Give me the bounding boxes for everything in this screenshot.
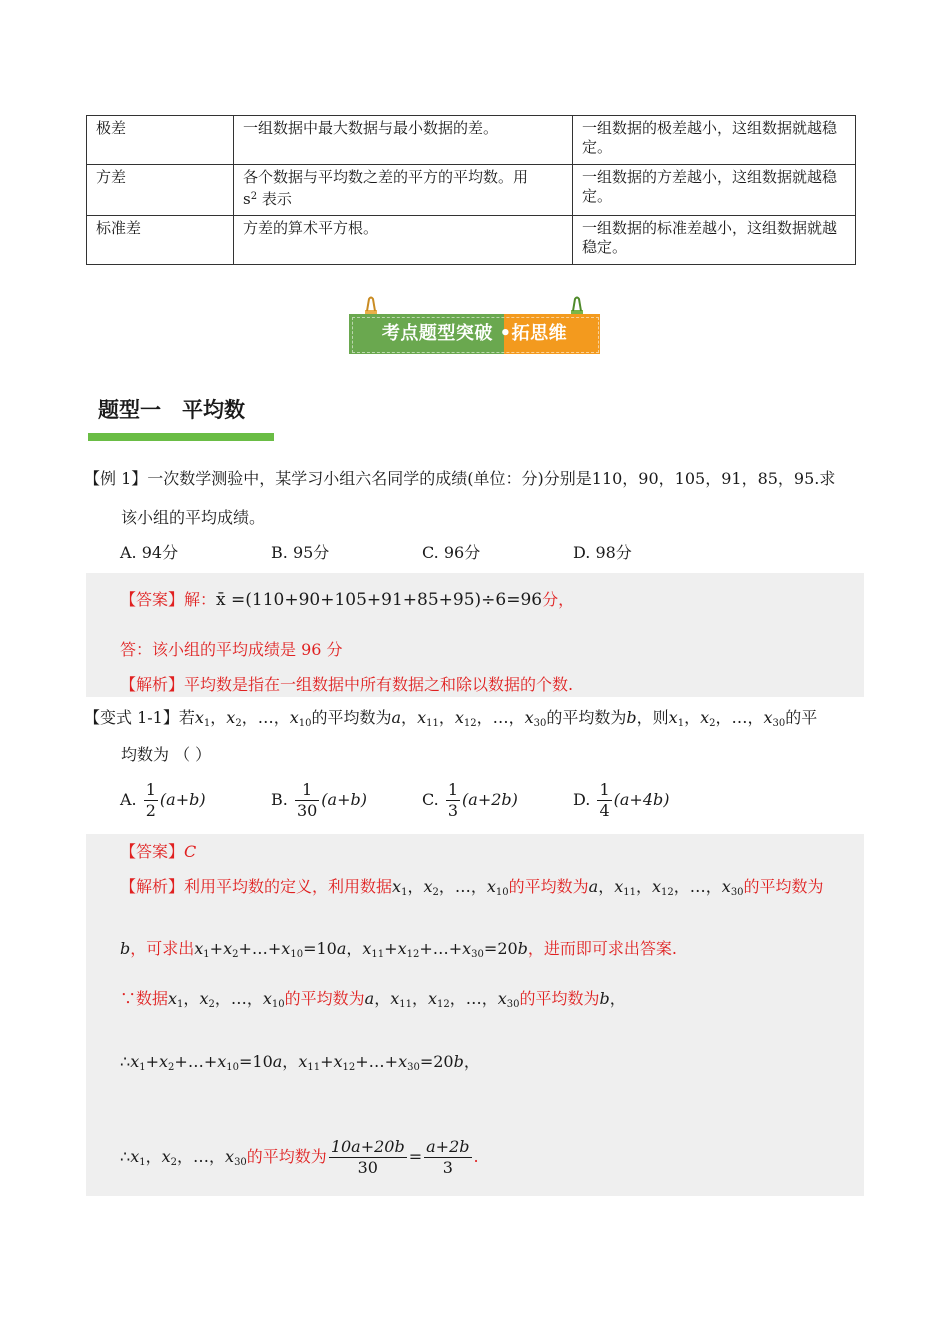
section-banner: [349, 296, 600, 358]
table-row: [87, 216, 856, 265]
example1-question-line2: 该小组的平均成绩。: [121, 508, 266, 527]
variant1-option-a: A. $\frac{1}{2}$ (a+b): [120, 780, 206, 820]
table-cell-meaning: 一组数据的标准差越小，这组数据就越稳定。: [573, 216, 856, 265]
table-row: [87, 116, 856, 165]
variant1-analysis-line1: 【解析】利用平均数的定义，利用数据$x_1$，$x_2$，…，$x_{10}$的平均数为a，$x_{11}$，$x_{12}$，…，$x_{30}$的平均数为: [120, 877, 824, 898]
table-row: [87, 165, 856, 216]
example1-option-b: B. 95分: [271, 543, 330, 562]
banner-title: 考点题型突破 •拓思维: [381, 323, 568, 344]
section-heading: 题型一 平均数: [98, 398, 245, 422]
example1-answer-conclusion: 答：该小组的平均成绩是 96 分: [120, 640, 343, 659]
section-heading-underline: [88, 433, 274, 441]
variance-symbol: s: [243, 190, 251, 208]
variant1-question-line1: 【变式 1-1】若$x_1$，$x_2$，…，$x_{10}$的平均数为a，$x_{11}$，$x_{12}$，…，$x_{30}$的平均数为b，则$x_1$，$x_2$，…，$x_{30}$的平: [84, 708, 818, 729]
table-cell-definition: 方差的算术平方根。: [234, 216, 573, 265]
variance-exponent: 2: [250, 191, 258, 202]
variant1-option-c: C. $\frac{1}{3}$ (a+2b): [422, 780, 518, 820]
variant1-step3: $\therefore x_1$，$x_2$，…，$x_{30}$的平均数为 $\frac{10a+20b}{30}$ = $\frac{a+2b}{3}$ .: [120, 1137, 479, 1177]
example1-option-a: A. 94分: [120, 543, 179, 562]
variant1-answer: 【答案】C: [120, 842, 197, 861]
variant1-analysis-line2: b，可求出$x_1+x_2+\dots+x_{10}=10a$，$x_{11}+x_{12}+\dots+x_{30}=20b$，进而即可求出答案.: [120, 939, 678, 960]
statistics-table: [86, 115, 856, 265]
example1-answer-line: 【答案】解：x̄ =(110+90+105+91+85+95)÷6=96分，: [120, 590, 575, 610]
table-cell-definition: 一组数据中最大数据与最小数据的差。: [234, 116, 573, 165]
variant1-question-line2: 均数为 （ ）: [121, 745, 212, 764]
variant1-step2: $\therefore x_1+x_2+\dots+x_{10}=10a$，$x_{11}+x_{12}+\dots+x_{30}=20b$，: [120, 1052, 480, 1073]
definition-text-end: 表示: [261, 190, 292, 208]
table-cell-term: 极差: [87, 116, 234, 165]
variant1-option-d: D. $\frac{1}{4}$ (a+4b): [573, 780, 670, 820]
table-cell-term: 方差: [87, 165, 234, 216]
table-cell-meaning: 一组数据的极差越小，这组数据就越稳定。: [573, 116, 856, 165]
example1-option-c: C. 96分: [422, 543, 481, 562]
example1-option-d: D. 98分: [573, 543, 632, 562]
example1-analysis: 【解析】平均数是指在一组数据中所有数据之和除以数据的个数.: [120, 675, 574, 694]
variant1-step1: ∵数据$x_1$，$x_2$，…，$x_{10}$的平均数为a，$x_{11}$，$x_{12}$，…，$x_{30}$的平均数为b，: [120, 989, 626, 1010]
variant1-option-b: B. $\frac{1}{30}$ (a+b): [271, 780, 367, 820]
definition-text: 各个数据与平均数之差的平方的平均数。用: [243, 168, 529, 186]
table-cell-meaning: 一组数据的方差越小，这组数据就越稳定。: [573, 165, 856, 216]
table-cell-term: 标准差: [87, 216, 234, 265]
example1-question-line1: 【例 1】一次数学测验中，某学习小组六名同学的成绩(单位：分)分别是110，90，105，91，85，95.求: [84, 469, 836, 488]
table-cell-definition: [234, 165, 573, 216]
